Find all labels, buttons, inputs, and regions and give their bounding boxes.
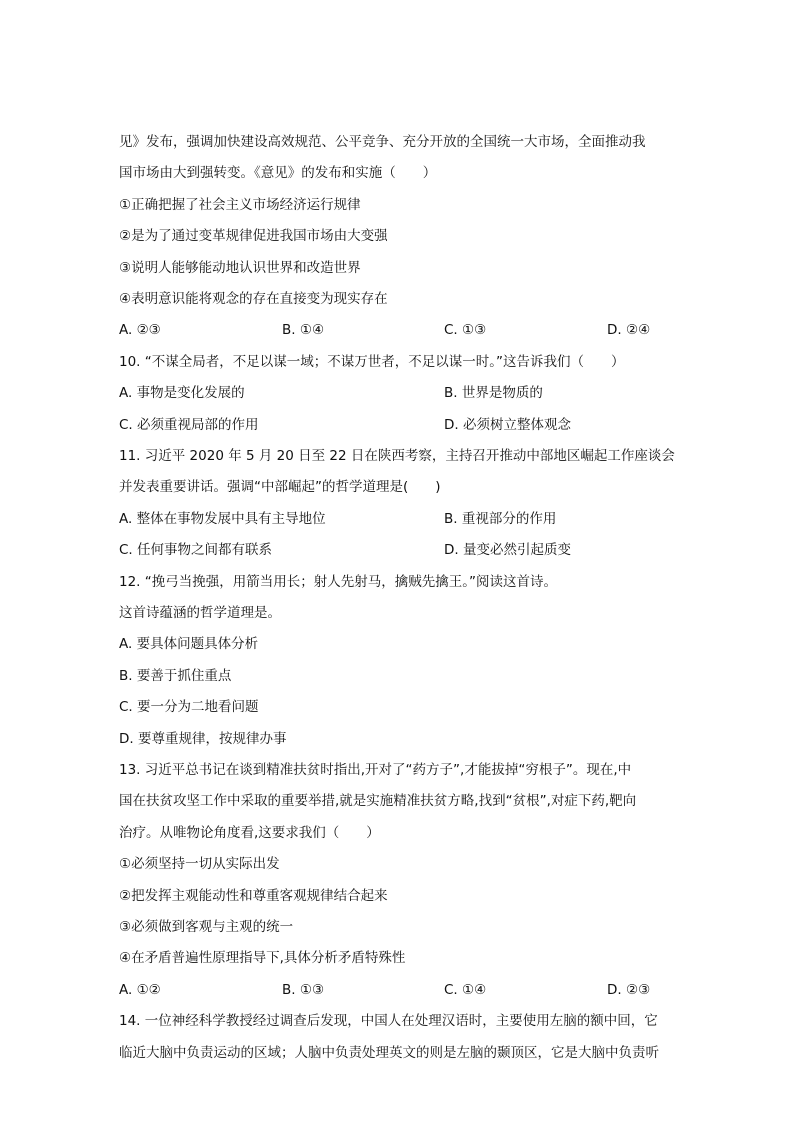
q12-option-d: D. 要尊重规律，按规律办事 (119, 731, 287, 747)
q10-option-a: A. 事物是变化发展的 (119, 385, 245, 401)
q9-option-c: C. ①③ (444, 322, 487, 338)
q12-stem-line-2: 这首诗蕴涵的哲学道理是。 (119, 605, 281, 621)
q14-stem-line-1: 14. 一位神经科学教授经过调查后发现，中国人在处理汉语时，主要使用左脑的额中回，它 (119, 1013, 658, 1029)
q13-stem-line-1: 13. 习近平总书记在谈到精准扶贫时指出,开对了“药方子”,才能拔掉“穷根子”。现在,中 (119, 762, 632, 778)
q9-item-4: ④表明意识能将观念的存在直接变为现实存在 (119, 291, 388, 307)
q10-stem: 10. “不谋全局者，不足以谋一域；不谋万世者，不足以谋一时。”这告诉我们（ ） (119, 354, 625, 370)
q9-stem-line-2: 国市场由大到强转变。《意见》的发布和实施（ ） (119, 165, 437, 181)
q13-item-2: ②把发挥主观能动性和尊重客观规律结合起来 (119, 888, 388, 904)
q13-stem-line-3: 治疗。从唯物论角度看,这要求我们（ ） (119, 825, 380, 841)
q11-option-c: C. 任何事物之间都有联系 (119, 542, 273, 558)
q11-stem-line-1: 11. 习近平 2020 年 5 月 20 日至 22 日在陕西考察，主持召开推动中部地区崛起工作座谈会 (119, 448, 675, 464)
q13-stem-line-2: 国在扶贫攻坚工作中采取的重要举措,就是实施精准扶贫方略,找到“贫根”,对症下药,靶向 (119, 793, 637, 809)
q9-item-1: ①正确把握了社会主义市场经济运行规律 (119, 197, 361, 213)
q14-stem-line-2: 临近大脑中负责运动的区域；人脑中负责处理英文的则是左脑的颞顶区，它是大脑中负责听 (119, 1045, 659, 1061)
q12-option-a: A. 要具体问题具体分析 (119, 636, 259, 652)
q12-stem-line-1: 12. “挽弓当挽强，用箭当用长；射人先射马，擒贼先擒王。”阅读这首诗。 (119, 574, 557, 590)
q10-option-b: B. 世界是物质的 (444, 385, 543, 401)
q13-option-d: D. ②③ (607, 982, 651, 998)
q13-option-c: C. ①④ (444, 982, 487, 998)
q11-stem-line-2: 并发表重要讲话。强调“中部崛起”的哲学道理是( ) (119, 479, 441, 495)
q11-option-a: A. 整体在事物发展中具有主导地位 (119, 511, 326, 527)
q11-option-d: D. 量变必然引起质变 (444, 542, 571, 558)
q13-item-1: ①必须坚持一切从实际出发 (119, 856, 280, 872)
q9-item-2: ②是为了通过变革规律促进我国市场由大变强 (119, 228, 388, 244)
q13-item-3: ③必须做到客观与主观的统一 (119, 919, 294, 935)
q9-stem-line-1: 见》发布，强调加快建设高效规范、公平竞争、充分开放的全国统一大市场，全面推动我 (119, 134, 646, 150)
q9-item-3: ③说明人能够能动地认识世界和改造世界 (119, 260, 361, 276)
q12-option-c: C. 要一分为二地看问题 (119, 699, 259, 715)
q9-option-a: A. ②③ (119, 322, 161, 338)
q12-option-b: B. 要善于抓住重点 (119, 668, 232, 684)
q10-option-c: C. 必须重视局部的作用 (119, 417, 259, 433)
q9-option-d: D. ②④ (607, 322, 651, 338)
q13-option-a: A. ①② (119, 982, 161, 998)
q11-option-b: B. 重视部分的作用 (444, 511, 557, 527)
q10-option-d: D. 必须树立整体观念 (444, 417, 571, 433)
q9-option-b: B. ①④ (282, 322, 325, 338)
q13-option-b: B. ①③ (282, 982, 325, 998)
q13-item-4: ④在矛盾普遍性原理指导下,具体分析矛盾特殊性 (119, 950, 406, 966)
